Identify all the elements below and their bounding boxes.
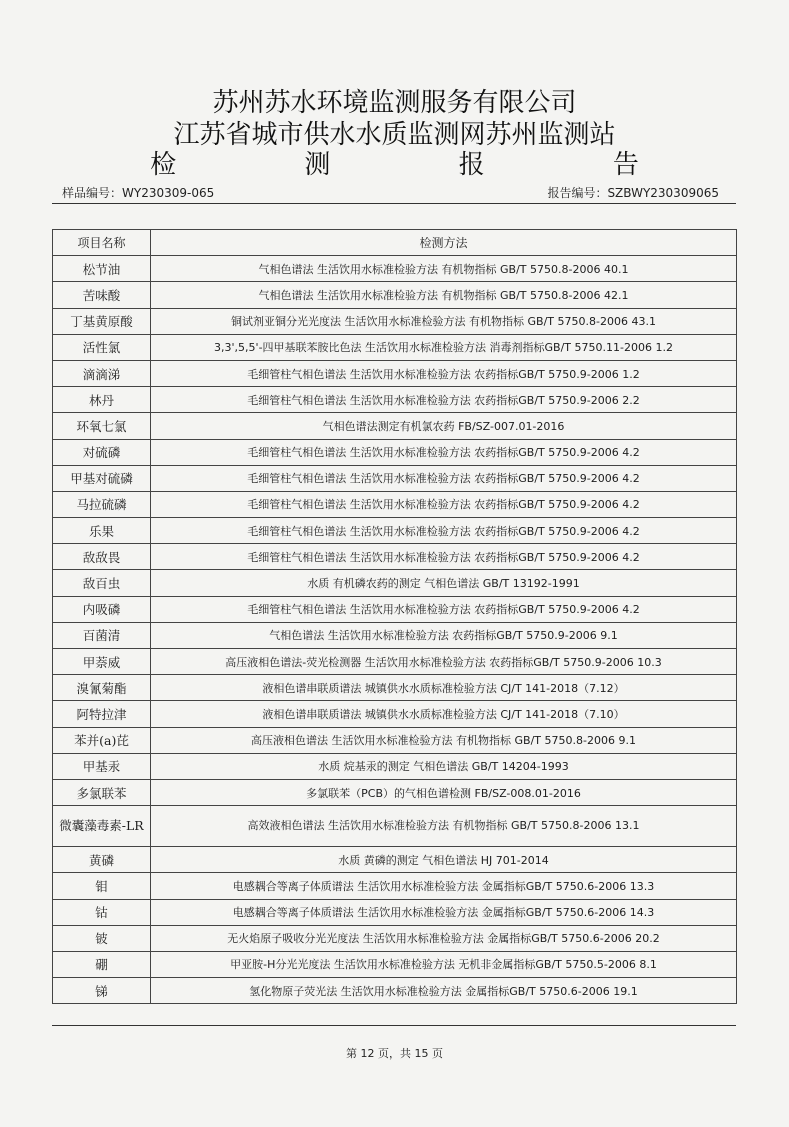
method-cell: 气相色谱法测定有机氯农药 FB/SZ-007.01-2016 [151,413,737,439]
station-name: 江苏省城市供水水质监测网苏州监测站 [173,120,616,150]
table-row [53,779,737,805]
item-name-cell: 活性氯 [53,334,151,360]
method-table [52,229,737,1004]
column-header-method: 检测方法 [151,230,737,256]
table-row [53,387,737,413]
method-cell: 毛细管柱气相色谱法 生活饮用水标准检验方法 农药指标GB/T 5750.9-2006 4.2 [151,465,737,491]
item-name-cell: 敌百虫 [53,570,151,596]
item-name-cell: 铍 [53,925,151,951]
page-number: 第 12 页，共 15 页 [346,1047,443,1060]
item-name-cell: 丁基黄原酸 [53,308,151,334]
table-row [53,899,737,925]
report-number: 报告编号：SZBWY230309065 [547,186,719,200]
method-cell: 水质 黄磷的测定 气相色谱法 HJ 701-2014 [151,847,737,873]
item-name-cell: 多氯联苯 [53,779,151,805]
item-name-cell: 甲基对硫磷 [53,465,151,491]
table-row [53,753,737,779]
method-cell: 高压液相色谱法-荧光检测器 生活饮用水标准检验方法 农药指标GB/T 5750.9-2006 10.3 [151,649,737,675]
method-cell: 毛细管柱气相色谱法 生活饮用水标准检验方法 农药指标GB/T 5750.9-2006 2.2 [151,387,737,413]
item-name-cell: 钴 [53,899,151,925]
method-cell: 气相色谱法 生活饮用水标准检验方法 有机物指标 GB/T 5750.8-2006 42.1 [151,282,737,308]
company-name: 苏州苏水环境监测服务有限公司 [212,88,577,118]
table-row [53,308,737,334]
table-row [53,873,737,899]
item-name-cell: 微囊藻毒素-LR [53,806,151,847]
method-cell: 高压液相色谱法 生活饮用水标准检验方法 有机物指标 GB/T 5750.8-2006 9.1 [151,727,737,753]
item-name-cell: 硼 [53,951,151,977]
item-name-cell: 锑 [53,978,151,1004]
item-name-cell: 乐果 [53,518,151,544]
table-row [53,727,737,753]
table-row [53,570,737,596]
table-row [53,413,737,439]
item-name-cell: 苦味酸 [53,282,151,308]
table-row [53,256,737,282]
table-row [53,465,737,491]
table-row [53,622,737,648]
method-cell: 电感耦合等离子体质谱法 生活饮用水标准检验方法 金属指标GB/T 5750.6-2006 14.3 [151,899,737,925]
item-name-cell: 马拉硫磷 [53,491,151,517]
table-row [53,847,737,873]
item-name-cell: 阿特拉津 [53,701,151,727]
item-name-cell: 环氧七氯 [53,413,151,439]
item-name-cell: 黄磷 [53,847,151,873]
method-cell: 气相色谱法 生活饮用水标准检验方法 农药指标GB/T 5750.9-2006 9.1 [151,622,737,648]
method-cell: 水质 烷基汞的测定 气相色谱法 GB/T 14204-1993 [151,753,737,779]
method-cell: 液相色谱串联质谱法 城镇供水水质标准检验方法 CJ/T 141-2018（7.12） [151,675,737,701]
item-name-cell: 苯并(a)芘 [53,727,151,753]
method-cell: 毛细管柱气相色谱法 生活饮用水标准检验方法 农药指标GB/T 5750.9-2006 4.2 [151,596,737,622]
item-name-cell: 松节油 [53,256,151,282]
method-cell: 毛细管柱气相色谱法 生活饮用水标准检验方法 农药指标GB/T 5750.9-2006 4.2 [151,544,737,570]
table-row [53,360,737,386]
table-row [53,951,737,977]
method-cell: 毛细管柱气相色谱法 生活饮用水标准检验方法 农药指标GB/T 5750.9-2006 1.2 [151,360,737,386]
method-cell: 多氯联苯（PCB）的气相色谱检测 FB/SZ-008.01-2016 [151,779,737,805]
method-cell: 液相色谱串联质谱法 城镇供水水质标准检验方法 CJ/T 141-2018（7.10） [151,701,737,727]
column-header-item: 项目名称 [53,230,151,256]
method-cell: 毛细管柱气相色谱法 生活饮用水标准检验方法 农药指标GB/T 5750.9-2006 4.2 [151,491,737,517]
item-name-cell: 林丹 [53,387,151,413]
sample-number: 样品编号：WY230309-065 [62,186,215,200]
table-row [53,701,737,727]
table-body [53,256,737,1004]
table-row [53,925,737,951]
table-row [53,675,737,701]
method-cell: 水质 有机磷农药的测定 气相色谱法 GB/T 13192-1991 [151,570,737,596]
table-row [53,806,737,847]
method-cell: 电感耦合等离子体质谱法 生活饮用水标准检验方法 金属指标GB/T 5750.6-2006 13.3 [151,873,737,899]
method-cell: 气相色谱法 生活饮用水标准检验方法 有机物指标 GB/T 5750.8-2006 40.1 [151,256,737,282]
report-title: 检 测 报 告 [150,150,699,180]
table-row [53,439,737,465]
table-row [53,518,737,544]
method-cell: 毛细管柱气相色谱法 生活饮用水标准检验方法 农药指标GB/T 5750.9-2006 4.2 [151,439,737,465]
header-divider [52,203,736,204]
table-row [53,649,737,675]
table-row [53,282,737,308]
item-name-cell: 滴滴涕 [53,360,151,386]
table-row [53,334,737,360]
item-name-cell: 甲萘威 [53,649,151,675]
table-row [53,491,737,517]
table-row [53,978,737,1004]
method-cell: 3,3',5,5'-四甲基联苯胺比色法 生活饮用水标准检验方法 消毒剂指标GB/T 5750.11-2006 1.2 [151,334,737,360]
table-row [53,596,737,622]
table-header-row [53,230,737,256]
method-cell: 无火焰原子吸收分光光度法 生活饮用水标准检验方法 金属指标GB/T 5750.6-2006 20.2 [151,925,737,951]
table-row [53,544,737,570]
item-name-cell: 溴氰菊酯 [53,675,151,701]
item-name-cell: 敌敌畏 [53,544,151,570]
item-name-cell: 对硫磷 [53,439,151,465]
item-name-cell: 百菌清 [53,622,151,648]
method-cell: 铜试剂亚铜分光光度法 生活饮用水标准检验方法 有机物指标 GB/T 5750.8-2006 43.1 [151,308,737,334]
method-cell: 甲亚胺-H分光光度法 生活饮用水标准检验方法 无机非金属指标GB/T 5750.5-2006 8.1 [151,951,737,977]
item-name-cell: 钼 [53,873,151,899]
footer-divider [52,1025,736,1026]
item-name-cell: 内吸磷 [53,596,151,622]
method-cell: 高效液相色谱法 生活饮用水标准检验方法 有机物指标 GB/T 5750.8-2006 13.1 [151,806,737,847]
method-cell: 氢化物原子荧光法 生活饮用水标准检验方法 金属指标GB/T 5750.6-2006 19.1 [151,978,737,1004]
item-name-cell: 甲基汞 [53,753,151,779]
method-cell: 毛细管柱气相色谱法 生活饮用水标准检验方法 农药指标GB/T 5750.9-2006 4.2 [151,518,737,544]
